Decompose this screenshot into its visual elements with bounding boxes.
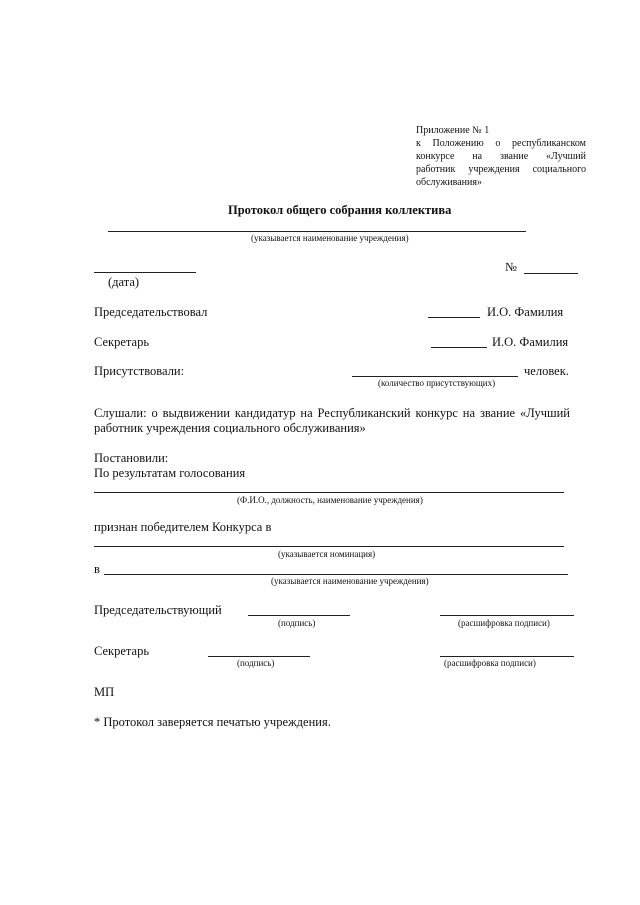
- institution-hint: (указывается наименование учреждения): [251, 233, 409, 243]
- winner-text: признан победителем Конкурса в: [94, 520, 272, 534]
- appendix-line: Приложение № 1: [416, 125, 490, 136]
- chaired-label: Председательствовал: [94, 305, 208, 319]
- present-suffix: человек.: [524, 364, 569, 378]
- v-prefix: в: [94, 562, 100, 576]
- date-label: (дата): [108, 275, 140, 289]
- secretary-decode-hint: (расшифровка подписи): [444, 658, 536, 668]
- secretary-sign-label: Секретарь: [94, 644, 150, 658]
- footnote: * Протокол заверяется печатью учреждения.: [94, 715, 331, 729]
- secretary-sign-hint: (подпись): [237, 658, 275, 668]
- fio-hint: (Ф.И.О., должность, наименование учреждения): [237, 495, 423, 505]
- chaired-line: [428, 317, 480, 318]
- mp-label: МП: [94, 685, 115, 699]
- number-line: [524, 273, 578, 274]
- appendix-block: [416, 124, 586, 189]
- secretary-label: Секретарь: [94, 335, 150, 349]
- appendix-line: работник учреждения социального: [416, 164, 586, 175]
- nomination-hint: (указывается номинация): [278, 549, 376, 559]
- secretary-name: И.О. Фамилия: [492, 335, 569, 349]
- resolved-label: Постановили:: [94, 451, 169, 465]
- present-label: Присутствовали:: [94, 364, 185, 378]
- page-title: Протокол общего собрания коллектива: [228, 203, 452, 217]
- secretary-sign-line: [208, 656, 310, 657]
- secretary-line: [431, 347, 487, 348]
- chaired-name: И.О. Фамилия: [487, 305, 564, 319]
- heard-paragraph: Слушали: о выдвижении кандидатур на Республиканский конкурс на звание «Лучший работник учреждения социального обслуживания»: [94, 406, 570, 435]
- chairman-sign-line: [248, 615, 350, 616]
- present-hint: (количество присутствующих): [378, 378, 496, 388]
- chairman-decode-hint: (расшифровка подписи): [458, 618, 550, 628]
- appendix-line: к Положению о республиканском: [416, 138, 586, 149]
- institution-line-2: [104, 574, 568, 575]
- chairman-decode-line: [440, 615, 574, 616]
- appendix-line: обслуживания»: [416, 177, 482, 188]
- fio-line: [94, 492, 564, 493]
- date-line: [94, 272, 196, 273]
- nomination-line: [94, 546, 564, 547]
- institution-hint-2: (указывается наименование учреждения): [271, 576, 429, 586]
- secretary-decode-line: [440, 656, 574, 657]
- resolved-line: По результатам голосования: [94, 466, 246, 480]
- institution-line: [108, 231, 526, 232]
- present-line: [352, 376, 518, 377]
- appendix-line: конкурсе на звание «Лучший: [416, 151, 586, 162]
- chairman-label: Председательствующий: [94, 603, 222, 617]
- chairman-sign-hint: (подпись): [278, 618, 316, 628]
- number-label: №: [505, 260, 517, 274]
